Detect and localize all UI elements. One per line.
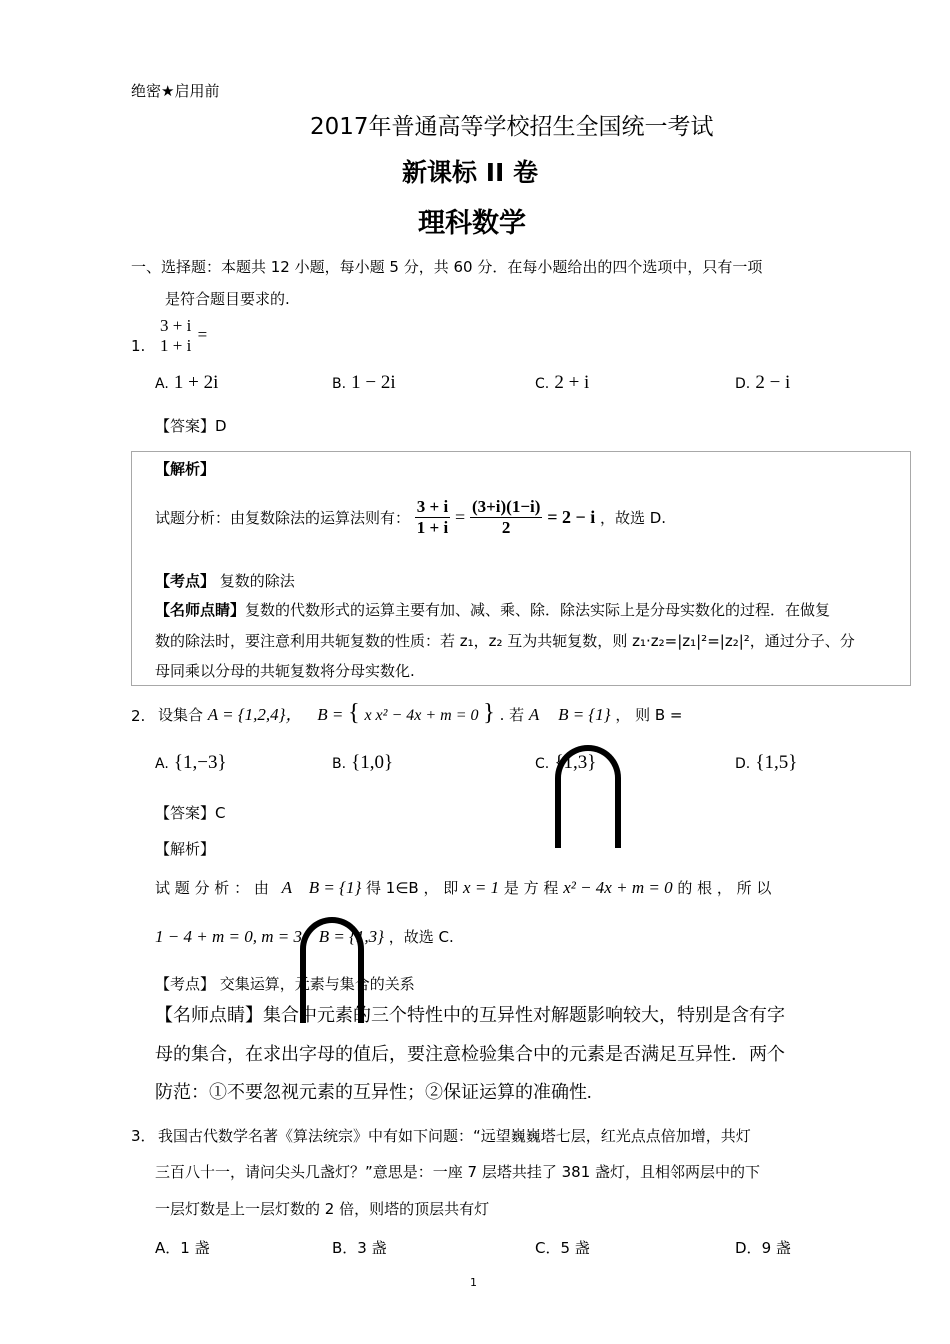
option-letter: C. [535, 376, 550, 392]
ana-math: B = {1} [308, 878, 362, 897]
q1-analysis-title: 【解析】 [155, 460, 216, 478]
q2-cond: . 若 [499, 706, 525, 724]
q3-option-b[interactable] [332, 1237, 387, 1258]
q2-brace-open: { [348, 700, 360, 726]
page-number: 1 [470, 1276, 477, 1289]
exam-subtitle: 新课标 II 卷 [402, 158, 539, 187]
q1-tip-line1 [155, 599, 830, 620]
exam-subject: 理科数学 [418, 208, 526, 239]
q2-set-a: A = {1,2,4}， [207, 705, 303, 724]
q2-option-d[interactable] [735, 752, 797, 774]
tip-label: 【名师点睛】 [155, 601, 246, 619]
q1-option-c[interactable] [535, 372, 589, 394]
option-letter: A. [155, 376, 169, 392]
kaodian-text: 交集运算，元素与集合的关系 [219, 975, 415, 993]
ana-text: 的 根 ， 所 以 [677, 879, 772, 897]
option-value: 1 盏 [180, 1239, 210, 1257]
option-value: 1 − 2i [351, 372, 396, 393]
q1-analysis-frac2-num: (3+i)(1−i) [471, 497, 541, 516]
kaodian-text: 复数的除法 [219, 572, 295, 590]
option-value: 1 + 2i [173, 372, 219, 393]
q2-set-b-body: x x² − 4x + m = 0 [364, 707, 479, 724]
q2-analysis-line1 [155, 877, 771, 898]
q2-set-b-prefix: B = [317, 705, 344, 724]
ana-math: B = {1,3} [318, 927, 384, 946]
exam-title: 2017年普通高等学校招生全国统一考试 [310, 114, 714, 140]
q3-line3: 一层灯数是上一层灯数的 2 倍，则塔的顶层共有灯 [155, 1200, 490, 1218]
secret-label: 绝密★启用前 [131, 82, 220, 100]
option-letter: D． [735, 1239, 762, 1257]
section-heading: 一、选择题：本题共 12 小题，每小题 5 分，共 60 分．在每小题给出的四个选项中，只有一项 [131, 258, 763, 276]
q2-stem [158, 700, 682, 727]
q2-cond-a: A [528, 705, 540, 724]
q3-line2: 三百八十一，请问尖头几盏灯？”意思是：一座 7 层塔共挂了 381 盏灯，且相邻两层中的下 [155, 1163, 761, 1181]
q1-tip-line2: 数的除法时，要注意利用共轭复数的性质：若 z₁，z₂ 互为共轭复数，则 z₁·z₂=|z₁|²=|z₂|²，通过分子、分 [155, 632, 855, 650]
q1-answer: 【答案】D [155, 417, 227, 435]
q3-option-d[interactable] [735, 1237, 791, 1258]
ana-text: ， 即 [423, 879, 459, 897]
q1-equals: = [197, 324, 208, 344]
q1-frac-num: 3 + i [160, 316, 192, 335]
ana-math: x² − 4x + m = 0 [563, 878, 673, 897]
q1-analysis-eq: = [455, 507, 466, 527]
tip-text: 复数的代数形式的运算主要有加、减、乘、除．除法实际上是分母实数化的过程．在做复 [245, 601, 831, 619]
q2-cond-b: B = {1} [558, 705, 611, 724]
option-value: 5 盏 [560, 1239, 590, 1257]
q1-kaodian [155, 570, 295, 591]
ana-text: ，故选 C. [388, 928, 454, 946]
option-letter: B． [332, 1239, 358, 1257]
q1-stem [158, 316, 207, 356]
kaodian-label: 【考点】 [155, 572, 216, 590]
ana-text: 是 方 程 [503, 879, 559, 897]
q2-option-b[interactable] [332, 752, 393, 774]
option-letter: C. [535, 756, 550, 772]
option-letter: B. [332, 756, 347, 772]
option-letter: B. [332, 376, 347, 392]
q2-tail: ， 则 B = [615, 706, 683, 724]
q2-answer: 【答案】C [155, 804, 226, 822]
q1-analysis-prefix: 试题分析：由复数除法的运算法则有： [155, 509, 411, 527]
q2-kaodian [155, 973, 415, 994]
ana-text: 得 1∈B [366, 879, 419, 897]
kaodian-label: 【考点】 [155, 975, 216, 993]
option-letter: A. [155, 756, 169, 772]
q2-analysis-title: 【解析】 [155, 840, 216, 858]
option-value: 3 盏 [357, 1239, 387, 1257]
q1-analysis-frac1-den: 1 + i [416, 518, 449, 537]
ana-text: 试 题 分 析 ： 由 [155, 879, 269, 897]
q1-option-d[interactable] [735, 372, 790, 394]
ana-math: A [281, 878, 293, 897]
q3-option-c[interactable] [535, 1237, 590, 1258]
option-value: {1,5} [755, 752, 798, 773]
option-value: {1,3} [554, 752, 597, 773]
intersection-symbol-large [555, 745, 621, 848]
section-heading-cont: 是符合题目要求的. [165, 290, 290, 308]
option-value: 2 − i [755, 372, 791, 393]
q2-number: 2. [131, 707, 146, 725]
option-value: 2 + i [554, 372, 590, 393]
ana-math: x = 1 [463, 878, 500, 897]
q2-stem-a: 设集合 [158, 706, 204, 724]
q1-option-a[interactable] [155, 372, 218, 394]
q1-analysis-line [155, 497, 666, 538]
q2-tip-line1: 【名师点睛】集合中元素的三个特性中的互异性对解题影响较大，特别是含有字 [155, 1005, 785, 1025]
ana-math: 1 − 4 + m = 0, m = 3 [155, 927, 302, 946]
q1-number: 1. [131, 337, 146, 355]
q1-frac-den: 1 + i [160, 336, 192, 355]
option-letter: A． [155, 1239, 181, 1257]
q1-analysis-frac2-den: 2 [501, 518, 511, 537]
q1-analysis-frac1-num: 3 + i [416, 497, 449, 516]
q1-option-b[interactable] [332, 372, 396, 394]
option-value: {1,0} [351, 752, 394, 773]
option-letter: D. [735, 756, 751, 772]
q2-brace-close: } [483, 700, 495, 726]
option-letter: C． [535, 1239, 561, 1257]
option-value: {1,−3} [173, 752, 227, 773]
q3-number: 3． [131, 1127, 156, 1145]
q2-tip-line2: 母的集合，在求出字母的值后，要注意检验集合中的元素是否满足互异性．两个 [155, 1044, 785, 1064]
q1-analysis-suffix: ，故选 D. [599, 509, 667, 527]
option-letter: D. [735, 376, 751, 392]
q3-line1: 我国古代数学名著《算法统宗》中有如下问题：“远望巍巍塔七层，红光点点倍加增，共灯 [158, 1127, 751, 1145]
q3-option-a[interactable] [155, 1237, 210, 1258]
option-value: 9 盏 [761, 1239, 791, 1257]
q1-tip-line3: 母同乘以分母的共轭复数将分母实数化. [155, 662, 415, 680]
q2-tip-line3: 防范：①不要忽视元素的互异性；②保证运算的准确性. [155, 1082, 592, 1102]
q1-analysis-result: = 2 − i [547, 507, 596, 527]
q2-option-a[interactable] [155, 752, 227, 774]
